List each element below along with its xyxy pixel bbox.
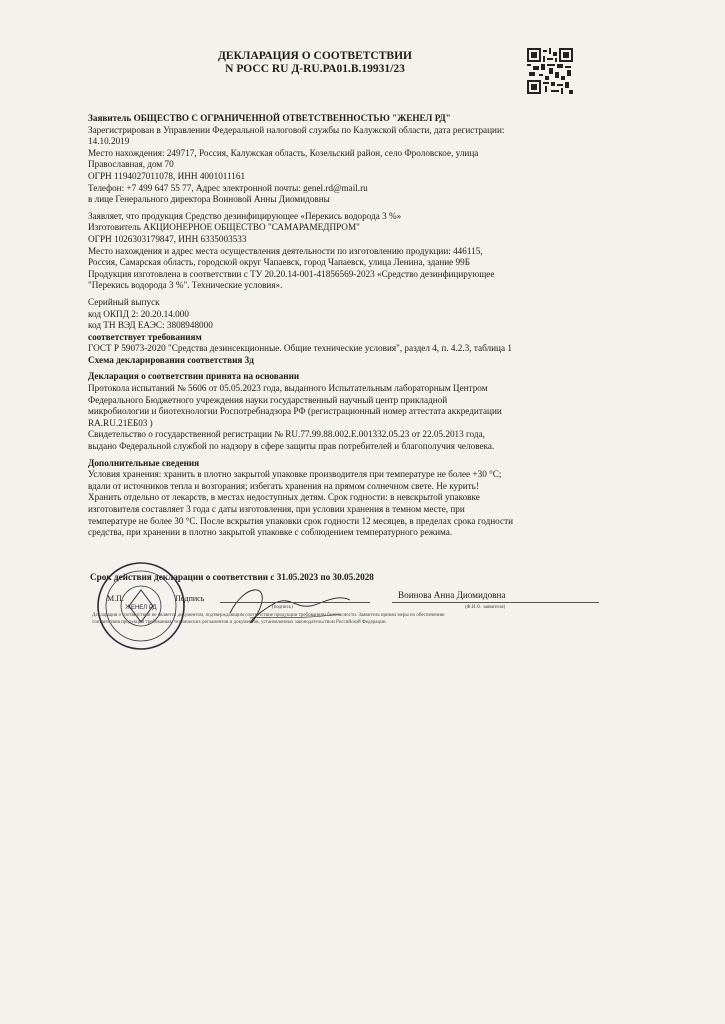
- basis-line: RA.RU.21ЕБ03 ): [88, 417, 153, 428]
- product-statement: Заявляет, что продукция Средство дезинфицирующее «Перекись водорода 3 %»: [88, 210, 402, 221]
- basis-heading: Декларация о соответствии принята на основании: [88, 371, 300, 382]
- okpd-code: код ОКПД 2: 20.20.14.000: [88, 308, 189, 319]
- document-number: N РОСС RU Д-RU.РА01.В.19931/23: [225, 63, 405, 75]
- additional-line: температуре не более 30 °С. После вскрытия упаковки срок годности 12 месяцев, в пределах срока годности: [88, 515, 513, 526]
- applicant-representative: в лице Генерального директора Воиновой Анны Диомидовны: [88, 194, 330, 205]
- conformity-standard: ГОСТ Р 59073-2020 "Средства дезинсекционные. Общие технические условия", раздел 4, п. 4.2.3, таблица 1: [88, 343, 512, 354]
- additional-heading: Дополнительные сведения: [88, 457, 200, 468]
- additional-line: вдали от источников тепла и возгорания; избегать хранения на прямом солнечном свете. Не курить!: [88, 480, 479, 491]
- basis-line: Федерального Бюджетного учреждения науки государственный научный центр прикладной: [88, 394, 448, 405]
- company-stamp-icon: [95, 560, 187, 652]
- tnved-code: код ТН ВЭД ЕАЭС: 3808948000: [88, 320, 213, 331]
- name-caption: (Ф.И.О. заявителя): [465, 605, 506, 610]
- serial-release: Серийный выпуск: [88, 296, 160, 307]
- applicant-line: Заявитель ОБЩЕСТВО С ОГРАНИЧЕННОЙ ОТВЕТСТВЕННОСТЬЮ "ЖЕНЕЛ РД": [88, 113, 451, 123]
- applicant-ogrn: ОГРН 1194027011078, ИНН 4001011161: [88, 170, 246, 181]
- signature-caption: (подпись): [272, 605, 293, 610]
- additional-line: Хранить отдельно от лекарств, в местах недоступных детям. Срок годности: в невскрытой упаковке: [88, 492, 480, 503]
- signatory-name: Воинова Анна Диомидовна: [398, 590, 506, 600]
- validity-period: Срок действия декларации о соответствии с 31.05.2023 по 30.05.2028: [90, 572, 374, 582]
- stamp-placeholder: М.П.: [107, 594, 124, 603]
- footnote: [92, 613, 597, 626]
- manufacturer-address: Место нахождения и адрес места осуществления деятельности по изготовлению продукции: 446115,: [88, 245, 483, 256]
- applicant-address-cont: Православная, дом 70: [88, 159, 174, 170]
- signature-label: Подпись: [175, 594, 205, 603]
- manufacturer: Изготовитель АКЦИОНЕРНОЕ ОБЩЕСТВО "САМАРАМЕДПРОМ": [88, 222, 360, 233]
- product-spec-cont: "Перекись водорода 3 %". Технические условия».: [88, 280, 283, 291]
- footnote-line: Декларация о соответствии не является документом, подтверждающим соответствие продукции требованиям безопасности. Заявитель принял меры по обеспечению: [92, 613, 445, 618]
- stamp-text: ЖЕНЕЛ РД: [125, 605, 157, 611]
- basis-line: микробиологии и биотехнологии Роспотребнадзора РФ (регистрационный номер аттестата аккредитации: [88, 406, 502, 417]
- footnote-line: соответствия продукции требованиям технических регламентов и документов, установленных законодательством Российской Федерации.: [92, 619, 387, 625]
- name-line: [392, 602, 599, 603]
- manufacturer-ogrn: ОГРН 1026303179847, ИНН 6335003533: [88, 233, 247, 244]
- signature-line: [220, 602, 370, 603]
- additional-line: средства, при хранении в плотно закрытой упаковке с соблюдением температурного режима.: [88, 527, 453, 538]
- applicant-contacts: Телефон: +7 499 647 55 77, Адрес электронной почты: genel.rd@mail.ru: [88, 182, 368, 193]
- applicant-registration: Зарегистрирован в Управлении Федеральной налоговой службы по Калужской области, дата регистрации:: [88, 124, 505, 135]
- applicant-registration-date: 14.10.2019: [88, 136, 130, 147]
- qr-code-icon: [527, 48, 573, 94]
- conformity-heading: соответствует требованиям: [88, 331, 202, 342]
- basis-line: выдано Федеральной службой по надзору в сфере защиты прав потребителей и благополучия человека.: [88, 441, 495, 452]
- declaration-body: [88, 113, 598, 539]
- basis-line: Протокола испытаний № 5606 от 05.05.2023 года, выданного Испытательным лабораторным Центром: [88, 383, 488, 394]
- manufacturer-address-cont: Россия, Самарская область, городской округ Чапаевск, город Чапаевск, улица Ленина, здание 99Б: [88, 257, 471, 268]
- additional-line: изготовителя составляет 3 года с даты изготовления, при условии хранения в темном месте, при: [88, 504, 465, 514]
- product-spec: Продукция изготовлена в соответствии с ТУ 20.20.14-001-41856569-2023 «Средство дезинфицирующее: [88, 268, 495, 279]
- basis-line: Свидетельство о государственной регистрации № RU.77.99.88.002.Е.001332.05.23 от 22.05.2013 года,: [88, 429, 485, 440]
- conformity-scheme: Схема декларирования соответствия 3д: [88, 354, 254, 365]
- document-title: ДЕКЛАРАЦИЯ О СООТВЕТСТВИИ: [218, 50, 412, 62]
- additional-line: Условия хранения: хранить в плотно закрытой упаковке производителя при температуре не более +30 °С;: [88, 469, 502, 480]
- applicant-address: Место нахождения: 249717, Россия, Калужская область, Козельский район, село Фроловское, улица: [88, 147, 479, 158]
